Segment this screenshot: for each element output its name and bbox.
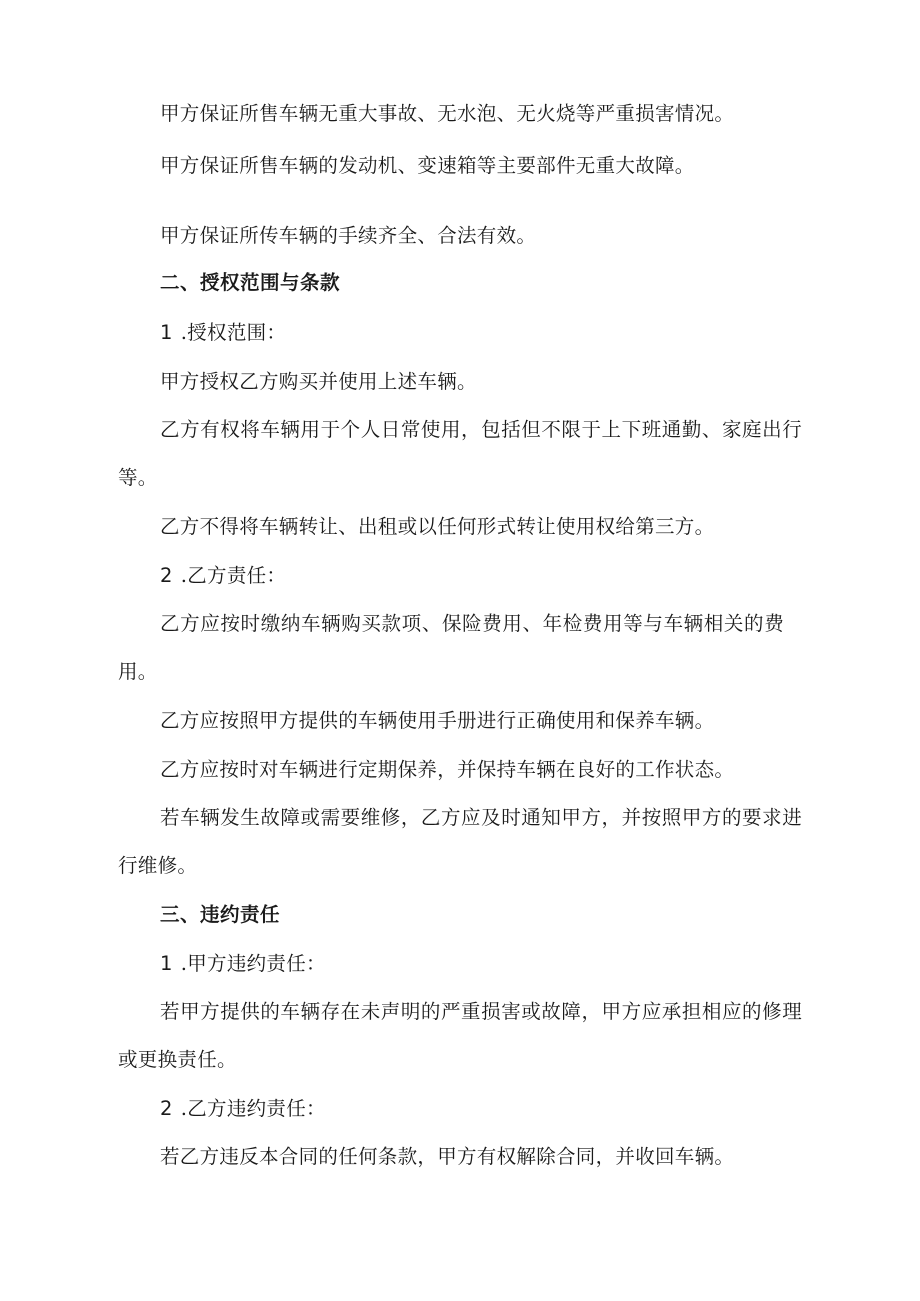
section-2-item-2-paragraph-4: 若车辆发生故障或需要维修，乙方应及时通知甲方，并按照甲方的要求进 bbox=[160, 806, 802, 829]
section-2-item-1-paragraph-3: 乙方不得将车辆转让、出租或以任何形式转让使用权给第三方。 bbox=[160, 515, 715, 538]
guarantee-paragraph-2: 甲方保证所售车辆的发动机、变速箱等主要部件无重大故障。 bbox=[160, 154, 695, 177]
section-3-item-2-number: 2 bbox=[160, 1097, 173, 1120]
section-2-item-1-number: 1 bbox=[160, 321, 173, 344]
section-2-item-2-paragraph-4-cont: 行维修。 bbox=[118, 854, 198, 877]
section-2-item-2-label: .乙方责任： bbox=[180, 564, 287, 587]
section-2-heading: 二、授权范围与条款 bbox=[160, 271, 341, 294]
section-2-item-1-paragraph-1: 甲方授权乙方购买并使用上述车辆。 bbox=[160, 370, 477, 393]
section-2-item-1-label: .授权范围： bbox=[180, 321, 287, 344]
section-2-item-1-paragraph-2-cont: 等。 bbox=[118, 466, 158, 489]
section-3-item-1-heading bbox=[160, 952, 850, 976]
section-3-item-2-paragraph-1: 若乙方违反本合同的任何条款，甲方有权解除合同，并收回车辆。 bbox=[160, 1145, 735, 1168]
section-2-item-2-paragraph-1: 乙方应按时缴纳车辆购买款项、保险费用、年检费用等与车辆相关的费 bbox=[160, 612, 784, 635]
section-2-item-2-paragraph-2: 乙方应按照甲方提供的车辆使用手册进行正确使用和保养车辆。 bbox=[160, 709, 715, 732]
section-3-item-1-number: 1 bbox=[160, 952, 173, 975]
section-3-item-1-paragraph-1-cont: 或更换责任。 bbox=[118, 1048, 237, 1071]
section-2-item-2-heading bbox=[160, 564, 850, 588]
section-3-heading: 三、违约责任 bbox=[160, 903, 281, 926]
section-3-item-1-label: .甲方违约责任： bbox=[180, 952, 326, 975]
section-2-item-2-paragraph-1-cont: 用。 bbox=[118, 660, 158, 683]
guarantee-paragraph-3: 甲方保证所传车辆的手续齐全、合法有效。 bbox=[160, 224, 537, 247]
section-2-item-1-heading bbox=[160, 321, 850, 345]
section-2-item-2-number: 2 bbox=[160, 564, 173, 587]
section-3-item-1-paragraph-1: 若甲方提供的车辆存在未声明的严重损害或故障，甲方应承担相应的修理 bbox=[160, 1000, 802, 1023]
section-3-item-2-heading bbox=[160, 1097, 850, 1121]
guarantee-paragraph-1: 甲方保证所售车辆无重大事故、无水泡、无火烧等严重损害情况。 bbox=[160, 102, 735, 125]
section-2-item-1-paragraph-2: 乙方有权将车辆用于个人日常使用，包括但不限于上下班通勤、家庭出行 bbox=[160, 418, 802, 441]
section-3-item-2-label: .乙方违约责任： bbox=[180, 1097, 326, 1120]
section-2-item-2-paragraph-3: 乙方应按时对车辆进行定期保养，并保持车辆在良好的工作状态。 bbox=[160, 758, 735, 781]
